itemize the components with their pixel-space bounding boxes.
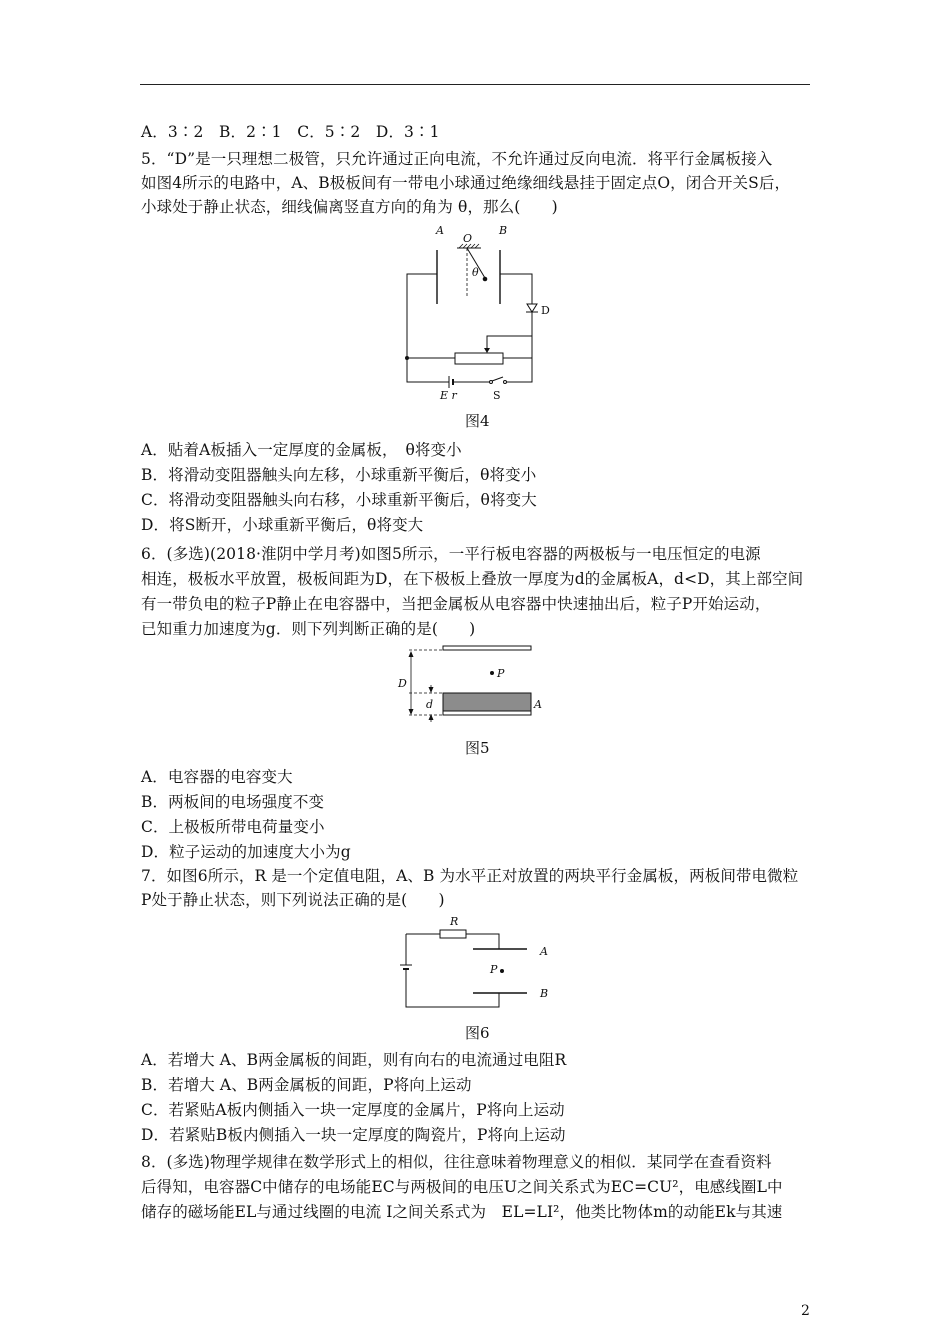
fig5-metal-plate [443,693,531,711]
fig4-rheostat [455,353,503,364]
q6-option-a: A．电容器的电容变大 [141,768,293,786]
figure-4-circuit [395,222,565,402]
q8-stem-line-3: 储存的磁场能EL与通过线圈的电流 I之间关系式为 EL=LI²，他类比物体m的动能Ek与其速 [141,1203,783,1221]
q8-stem-line-2: 后得知，电容器C中储存的电场能EC与两极间的电压U之间关系式为EC=CU²，电感线圈L中 [141,1178,783,1196]
q5-option-c: C．将滑动变阻器触头向右移，小球重新平衡后，θ将变大 [141,491,537,509]
q8-stem-line-1: 8．(多选)物理学规律在数学形式上的相似，往往意味着物理意义的相似．某同学在查看资料 [141,1153,772,1171]
q5-option-a: A．贴着A板插入一定厚度的金属板， θ将变小 [141,441,462,459]
page-number: 2 [801,1303,810,1319]
fig4-diode-label: D [541,304,550,317]
fig4-switch-label: S [493,389,501,402]
figure-6-circuit [395,913,560,1013]
figure-6-caption: 图6 [465,1024,490,1042]
fig6-particle [500,969,504,973]
fig6-resistor-label: R [450,915,459,928]
q6-stem-line-4: 已知重力加速度为g．则下列判断正确的是( ) [141,620,476,638]
fig4-diode [527,304,537,312]
fig5-metal-plate-label: A [534,698,542,711]
header-rule [140,84,810,85]
fig5-gap-label: D [398,677,407,690]
q7-stem-line-2: P处于静止状态，则下列说法正确的是( ) [141,891,445,909]
q6-stem-line-2: 相连，极板水平放置，极板间距为D，在下极板上叠放一厚度为d的金属板A，d<D，其上部空间 [141,570,804,588]
fig4-label-b: B [499,224,508,237]
q5-stem-line-2: 如图4所示的电路中，A、B极板间有一带电小球通过绝缘细线悬挂于固定点O，闭合开关S后， [141,174,791,192]
q5-stem-line-1: 5．“D”是一只理想二极管，只允许通过正向电流，不允许通过反向电流．将平行金属板接入 [141,150,773,168]
q5-option-b: B．将滑动变阻器触头向左移，小球重新平衡后，θ将变小 [141,466,537,484]
fig4-switch [492,377,503,381]
fig6-resistor [440,930,466,938]
q7-stem-line-1: 7．如图6所示，R 是一个定值电阻，A、B 为水平正对放置的两块平行金属板，两板间带电微粒 [141,867,799,885]
fig5-lower-plate [443,711,531,715]
figure-5-caption: 图5 [465,739,490,757]
fig5-particle-label: P [497,667,505,680]
figure-4-caption: 图4 [465,412,490,430]
fig5-particle [490,671,494,675]
q7-option-a: A．若增大 A、B两金属板的间距，则有向右的电流通过电阻R [141,1051,567,1069]
q6-stem-line-3: 有一带负电的粒子P静止在电容器中，当把金属板从电容器中快速抽出后，粒子P开始运动， [141,595,771,613]
fig4-charged-ball [483,277,488,282]
q5-option-d: D．将S断开，小球重新平衡后，θ将变大 [141,516,424,534]
fig4-angle-label: θ [472,266,479,279]
q6-option-d: D．粒子运动的加速度大小为g [141,843,351,861]
q6-option-c: C．上极板所带电荷量变小 [141,818,325,836]
q5-stem-line-3: 小球处于静止状态，细线偏离竖直方向的角为 θ，那么( ) [141,198,558,216]
fig4-label-a: A [436,224,444,237]
fig6-particle-label: P [490,963,498,976]
fig4-slider-arrow [484,348,490,353]
fig4-label-o: O [463,232,473,245]
fig5-thickness-label: d [426,698,434,711]
q7-option-c: C．若紧贴A板内侧插入一块一定厚度的金属片，P将向上运动 [141,1101,565,1119]
q6-stem-line-1: 6．(多选)(2018·淮阴中学月考)如图5所示，一平行板电容器的两极板与一电压恒定的电源 [141,545,761,563]
q7-option-b: B．若增大 A、B两金属板的间距，P将向上运动 [141,1076,472,1094]
q4-options: A．3∶2 B．2∶1 C．5∶2 D．3∶1 [141,123,440,141]
fig6-plate-b-label: B [540,987,549,1000]
q7-option-d: D．若紧贴B板内侧插入一块一定厚度的陶瓷片，P将向上运动 [141,1126,566,1144]
fig4-battery-label: E r [440,389,457,402]
figure-5-capacitor [395,643,555,723]
q6-option-b: B．两板间的电场强度不变 [141,793,325,811]
fig5-upper-plate [443,646,531,650]
fig6-plate-a-label: A [540,945,548,958]
